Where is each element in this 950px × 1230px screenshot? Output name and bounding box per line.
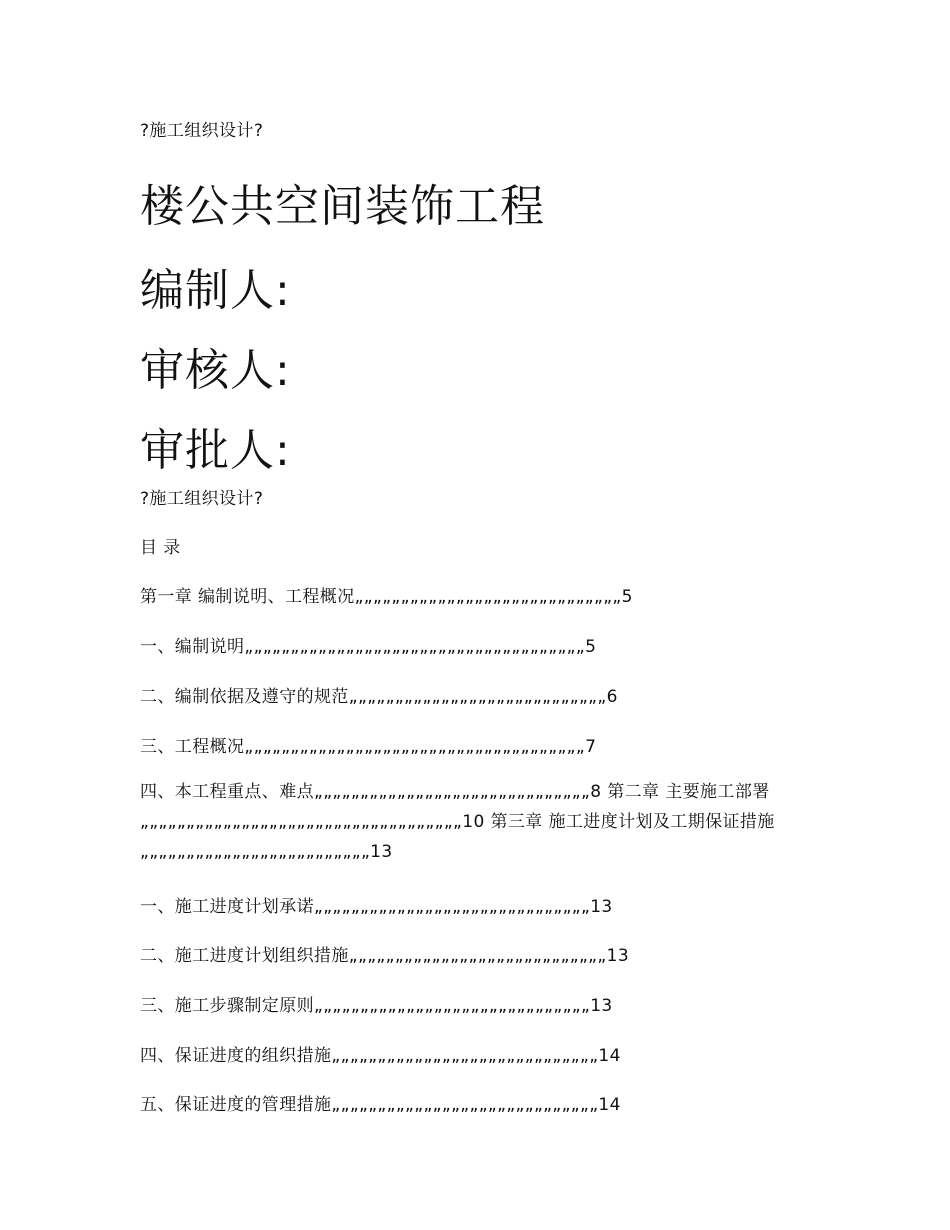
toc-entry: 三、施工步骤制定原则„„„„„„„„„„„„„„„„„„„„„„„„„„„„„„13 (140, 996, 613, 1016)
document-header-second: ?施工组织设计? (140, 489, 264, 509)
toc-paragraph: 四、本工程重点、难点„„„„„„„„„„„„„„„„„„„„„„„„„„„„„„8 第二章 主要施工部署„„„„„„„„„„„„„„„„„„„„„„„„„„„„„„„„„„„10 第三章 施工进度计划及工期保证措施„„„„„„„„„„„„„„„„„„„„„„„„„13 (140, 782, 775, 862)
toc-entry: 三、工程概况„„„„„„„„„„„„„„„„„„„„„„„„„„„„„„„„„„„„„7 (140, 737, 597, 757)
reviewer-label: 审核人: (140, 345, 291, 396)
toc-entry: 一、施工进度计划承诺„„„„„„„„„„„„„„„„„„„„„„„„„„„„„„13 (140, 897, 613, 917)
toc-entry: 一、编制说明„„„„„„„„„„„„„„„„„„„„„„„„„„„„„„„„„„„„„5 (140, 637, 597, 657)
project-title: 楼公共空间装饰工程 (140, 181, 545, 232)
compiler-label: 编制人: (140, 265, 291, 316)
toc-entry: 四、保证进度的组织措施„„„„„„„„„„„„„„„„„„„„„„„„„„„„„14 (140, 1046, 621, 1066)
approver-label: 审批人: (140, 425, 291, 476)
toc-heading: 目 录 (140, 538, 181, 558)
toc-entry: 第一章 编制说明、工程概况„„„„„„„„„„„„„„„„„„„„„„„„„„„„„5 (140, 587, 633, 607)
document-header: ?施工组织设计? (140, 121, 264, 141)
toc-entry: 五、保证进度的管理措施„„„„„„„„„„„„„„„„„„„„„„„„„„„„„14 (140, 1095, 621, 1115)
toc-entry: 二、施工进度计划组织措施„„„„„„„„„„„„„„„„„„„„„„„„„„„„13 (140, 946, 630, 966)
toc-entry: 二、编制依据及遵守的规范„„„„„„„„„„„„„„„„„„„„„„„„„„„„6 (140, 687, 618, 707)
